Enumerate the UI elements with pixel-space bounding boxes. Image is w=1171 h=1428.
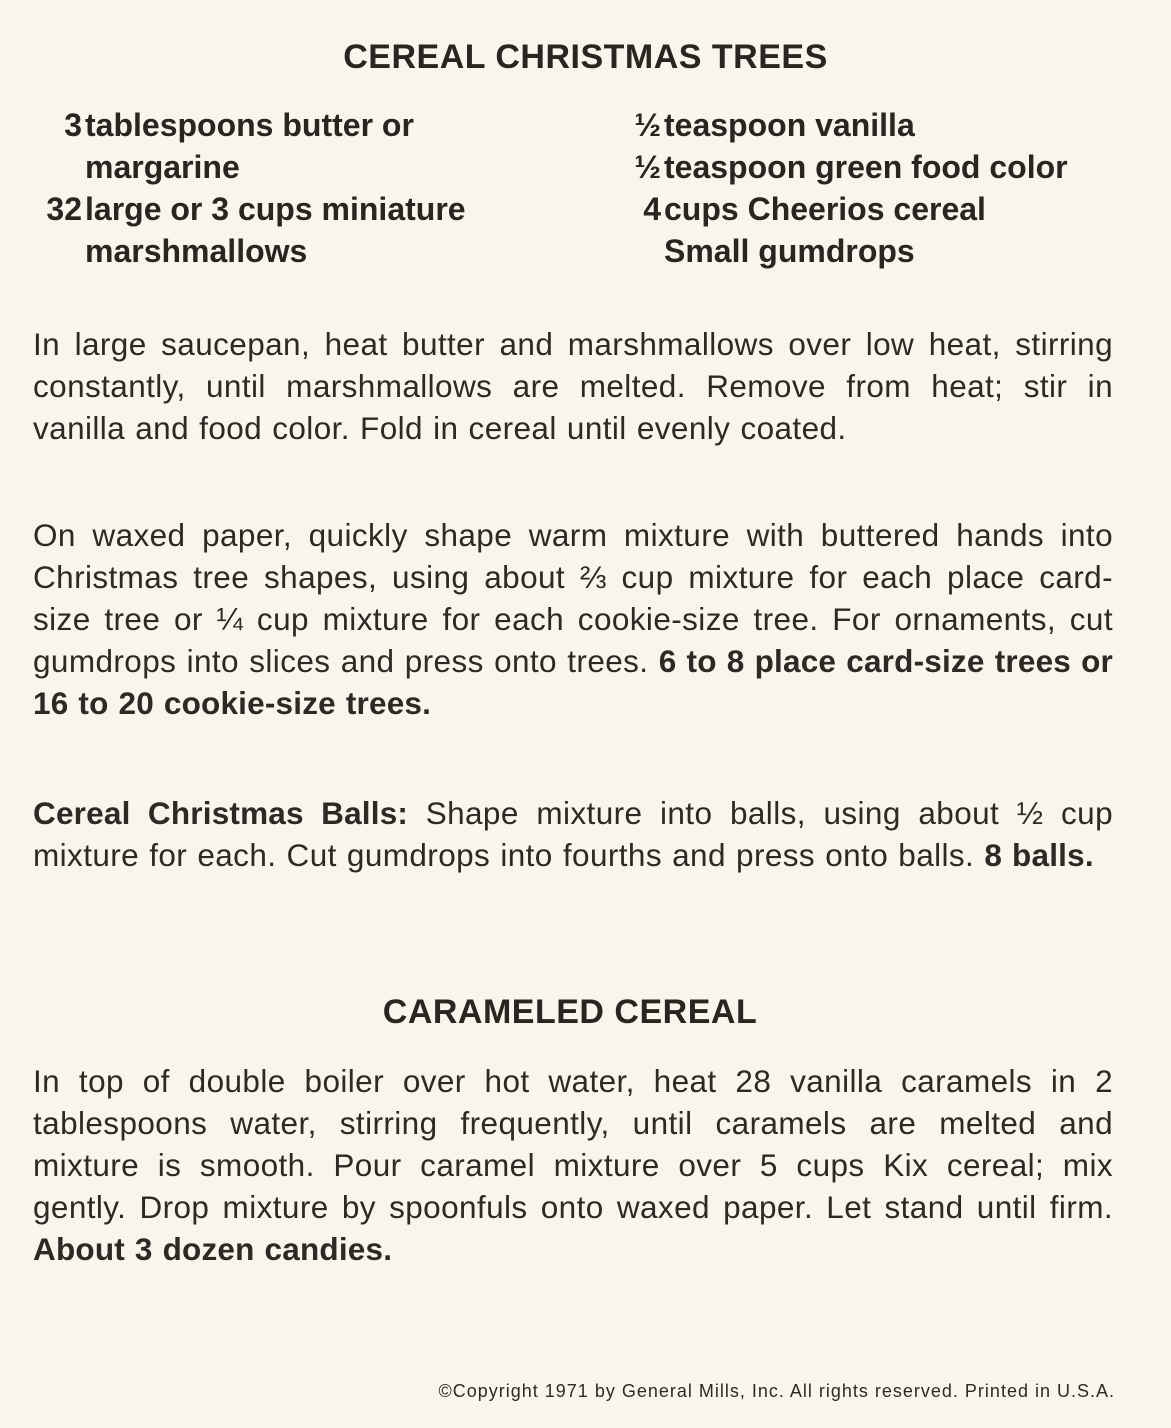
ingredient-quantity: 32 (46, 191, 82, 227)
ingredient-text: tablespoons butter or margarine (85, 107, 414, 185)
variation-yield: 8 balls. (984, 837, 1094, 873)
yield-text: About 3 dozen candies. (33, 1231, 393, 1267)
instructions-paragraph-1: In large saucepan, heat butter and marshmallows over low heat, stirring constantly, until marshmallows are melted. Remove from heat; stir in vanilla and food color. Fold in cereal until evenly coated. (33, 326, 1113, 446)
yield-text: 6 to 8 place card-size trees or 16 to 20 cookie-size trees. (33, 643, 1113, 721)
variation-label: Cereal Christmas Balls: (33, 795, 409, 831)
ingredient-item (612, 146, 1152, 188)
ingredient-text: large or 3 cups miniature marshmallows (85, 191, 466, 269)
variation-paragraph (33, 792, 1113, 876)
instructions-paragraph-2 (33, 514, 1113, 724)
ingredient-item (612, 188, 1152, 230)
ingredient-quantity: ½ (634, 149, 661, 185)
ingredients-left-column (30, 104, 570, 272)
ingredient-item (612, 230, 1152, 272)
ingredient-text: Small gumdrops (664, 233, 915, 269)
instructions-text: On waxed paper, quickly shape warm mixture with buttered hands into Christmas tree shapes, using about ⅔ cup mixture for each place card-size tree or ¼ cup mixture for each cookie-size tree. For ornaments, cut gumdrops into slices and press onto trees. (33, 517, 1113, 679)
ingredients-right-column (612, 104, 1152, 272)
carameled-cereal-instructions (33, 1060, 1113, 1270)
copyright-notice: ©Copyright 1971 by General Mills, Inc. All rights reserved. Printed in U.S.A. (438, 1381, 1115, 1401)
ingredient-text: teaspoon green food color (664, 149, 1068, 185)
ingredient-quantity: ½ (634, 107, 661, 143)
ingredient-item (30, 188, 570, 272)
recipe-title-carameled-cereal: CARAMELED CEREAL (382, 993, 758, 1031)
ingredient-text: teaspoon vanilla (664, 107, 915, 143)
ingredient-item (30, 104, 570, 188)
ingredient-item (612, 104, 1152, 146)
ingredient-quantity: 4 (643, 191, 661, 227)
ingredient-text: cups Cheerios cereal (664, 191, 986, 227)
recipe-title-cereal-christmas-trees: CEREAL CHRISTMAS TREES (343, 38, 828, 76)
ingredient-quantity: 3 (64, 107, 82, 143)
instructions-text: In top of double boiler over hot water, heat 28 vanilla caramels in 2 tablespoons water, stirring frequently, until caramels are melted and mixture is smooth. Pour caramel mixture over 5 cups Kix cereal; mix gently. Drop mixture by spoonfuls onto waxed paper. Let stand until firm. (33, 1063, 1113, 1225)
variation-text: Shape mixture into balls, using about ½ cup mixture for each. Cut gumdrops into fourths and press onto balls. (33, 795, 1113, 873)
